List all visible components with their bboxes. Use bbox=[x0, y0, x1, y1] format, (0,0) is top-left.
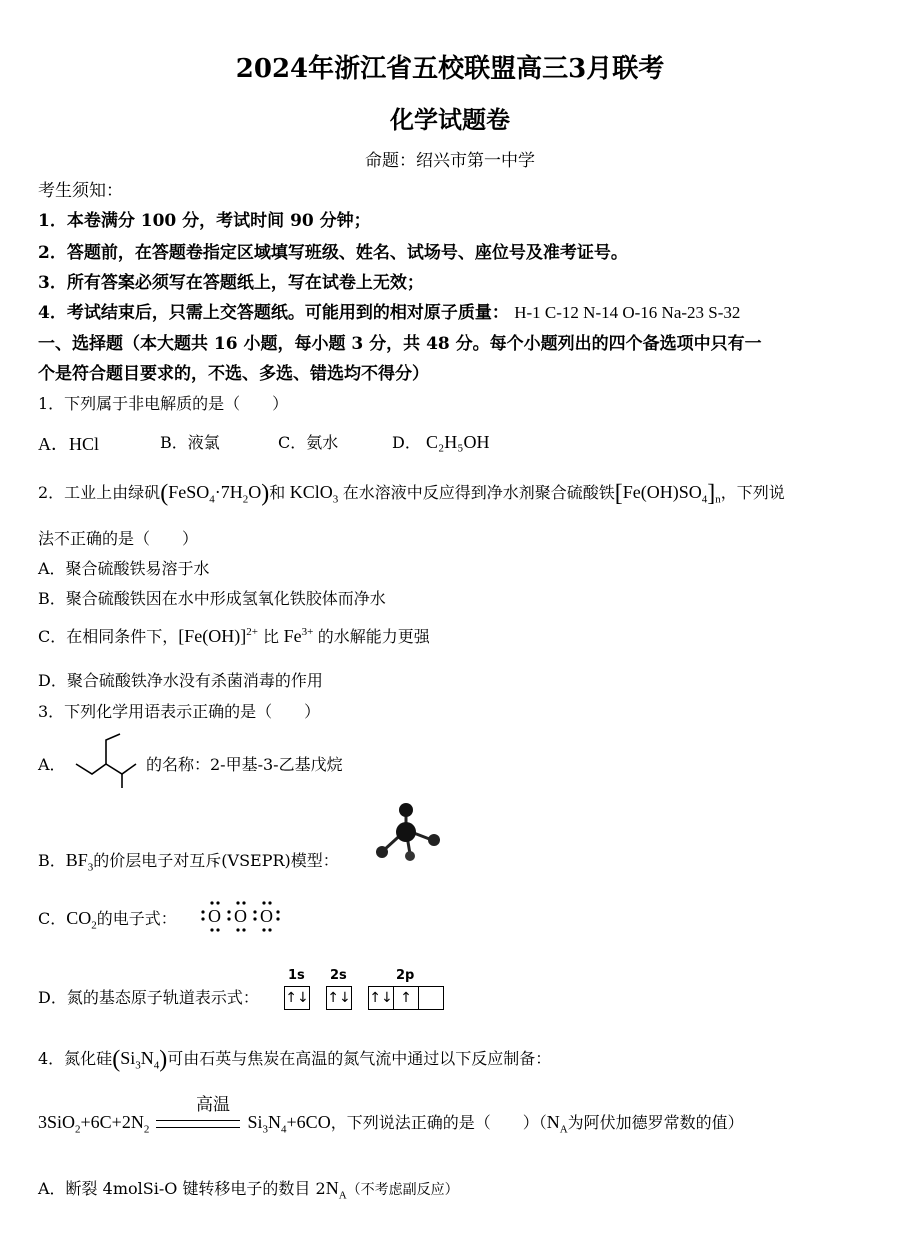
q3-option-a-text: 的名称：2-甲基-3-乙基戊烷 bbox=[146, 755, 343, 774]
section-heading-line1: 一、选择题（本大题共 16 小题，每小题 3 分，共 48 分。每个小题列出的四个备选项中只有一 bbox=[38, 334, 762, 354]
skeletal-formula-diagram bbox=[72, 730, 144, 790]
q4-option-a: A．断裂 4molSi-O 键转移电子的数目 $2N_A$（不考虑副反应） bbox=[38, 1178, 459, 1202]
orbital-box-2s: ↑↓ bbox=[326, 986, 352, 1010]
notice-item: 3．所有答案必须写在答题纸上，写在试卷上无效； bbox=[38, 273, 424, 293]
ferrous-sulfate-formula: $(FeSO_4\cdot 7H_2O)$ bbox=[160, 480, 270, 507]
q1-option-c: C．氨水 bbox=[278, 433, 339, 452]
orbital-label-2p: 2p bbox=[396, 968, 415, 983]
electron-dot-formula bbox=[198, 896, 282, 936]
section-heading-line2: 个是符合题目要求的，不选、多选、错选均不得分） bbox=[38, 364, 429, 384]
reaction-equation: $3SiO_2+6C+2N_2$ $Si_3N_4+6CO$，下列说法正确的是（ ）（$N_A$为阿伏加德罗常数的值） bbox=[38, 1112, 744, 1136]
q1-option-b: B．液氯 bbox=[160, 433, 220, 452]
orbital-box-2p: ↑↓ ↑ bbox=[368, 986, 444, 1010]
q1-option-d: D． C₂H₅OH bbox=[392, 432, 490, 452]
q2-option-d: D．聚合硫酸铁净水没有杀菌消毒的作用 bbox=[38, 671, 323, 690]
q3-stem: 3．下列化学用语表示正确的是（ ） bbox=[38, 702, 321, 721]
vsepr-model-icon bbox=[370, 800, 446, 866]
reaction-condition: 高温 bbox=[196, 1095, 230, 1115]
kclo3-formula: KClO$_3$ bbox=[285, 482, 339, 506]
orbital-label-2s: 2s bbox=[330, 968, 347, 983]
notice-item: 1．本卷满分 100 分，考试时间 90 分钟； bbox=[38, 211, 371, 231]
orbital-label-1s: 1s bbox=[288, 968, 305, 983]
ethanol-formula: C₂H₅OH bbox=[425, 432, 490, 452]
notice-heading: 考生须知： bbox=[38, 181, 123, 201]
q1-stem: 1．下列属于非电解质的是（ ） bbox=[38, 394, 289, 413]
atomic-masses: H-1 C-12 N-14 O-16 Na-23 S-32 bbox=[514, 303, 741, 322]
notice-item-4 bbox=[38, 298, 740, 323]
notice-item: 2．答题前，在答题卷指定区域填写班级、姓名、试场号、座位号及准考证号。 bbox=[38, 243, 628, 263]
q3-option-c: C．$CO_2$的电子式： bbox=[38, 908, 177, 932]
q3-option-d-label: D．氮的基态原子轨道表示式： bbox=[38, 988, 259, 1007]
svg-text:O: O bbox=[208, 906, 221, 926]
author-line: 命题：绍兴市第一中学 bbox=[365, 151, 535, 171]
q3-option-b: B．$BF_3$的价层电子对互斥(VSEPR)模型： bbox=[38, 850, 339, 874]
page-subtitle: 化学试题卷 bbox=[390, 105, 510, 134]
notice-item: 4．考试结束后，只需上交答题纸。可能用到的相对原子质量： bbox=[38, 303, 509, 323]
q2-stem-line2: 法不正确的是（ ） bbox=[38, 529, 199, 548]
page-title: 2024年浙江省五校联盟高三3月联考 bbox=[235, 54, 665, 84]
q3-option-a-label: A． bbox=[38, 755, 66, 774]
q2-option-b: B．聚合硫酸铁因在水中形成氢氧化铁胶体而净水 bbox=[38, 589, 386, 608]
q4-stem: 4．氮化硅$(Si_3N_4)$可由石英与焦炭在高温的氮气流中通过以下反应制备： bbox=[38, 1046, 552, 1073]
orbital-box-1s: ↑↓ bbox=[284, 986, 310, 1010]
polyferric-sulfate-formula: $[Fe(OH)SO_4]_n$ bbox=[614, 480, 721, 507]
q2-option-a: A．聚合硫酸铁易溶于水 bbox=[38, 559, 210, 578]
q2-option-c: C．在相同条件下，$[Fe(OH)]^{2+}$ 比 $Fe^{3+}$ 的水解能力更强 bbox=[38, 626, 430, 646]
equals-sign bbox=[156, 1120, 240, 1128]
svg-text:O: O bbox=[260, 906, 273, 926]
q1-option-a: A．HCl bbox=[38, 434, 100, 454]
q2-stem: 2．工业上由绿矾$(FeSO_4\cdot 7H_2O)$和 KClO$_3$ 在水溶液中反应得到净水剂聚合硫酸铁$[Fe(OH)SO_4]_n$，下列说 bbox=[38, 480, 785, 507]
svg-text:O: O bbox=[234, 906, 247, 926]
